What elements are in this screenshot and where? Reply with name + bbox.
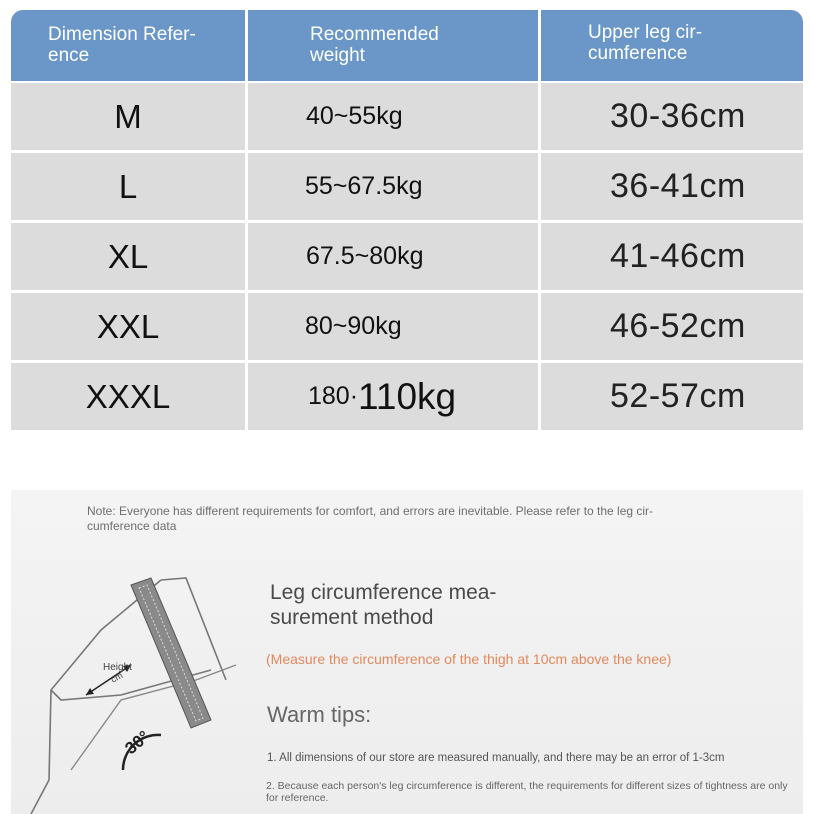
weight-main: 110kg [358, 375, 457, 417]
weight-cell: 80~90kg [248, 293, 538, 360]
table-row [11, 293, 803, 360]
size-cell: L [11, 153, 245, 220]
size-cell: XXL [11, 293, 245, 360]
size-cell: XXXL [11, 363, 245, 430]
method-subtitle: (Measure the circumference of the thigh at 10cm above the knee) [266, 651, 672, 667]
table-header-row [11, 10, 803, 81]
table-row [11, 153, 803, 220]
knee-measurement-illustration [11, 570, 261, 814]
angle-label: 30° [121, 726, 154, 759]
weight-prefix: 180· [308, 382, 359, 410]
measurement-info-panel [11, 490, 803, 814]
weight-cell [248, 363, 538, 430]
method-title: Leg circumference mea- surement method [270, 581, 497, 629]
circumference-cell: 30-36cm [541, 83, 803, 150]
table-row [11, 83, 803, 150]
size-cell: M [11, 83, 245, 150]
weight-cell: 67.5~80kg [248, 223, 538, 290]
weight-cell: 40~55kg [248, 83, 538, 150]
tip-2: 2. Because each person's leg circumference is different, the requirements for different sizes of tightness are only for reference. [266, 780, 788, 804]
table-row [11, 363, 803, 430]
circumference-cell: 52-57cm [541, 363, 803, 430]
circumference-cell: 41-46cm [541, 223, 803, 290]
table-row [11, 223, 803, 290]
weight-cell: 55~67.5kg [248, 153, 538, 220]
warm-tips-title: Warm tips: [267, 702, 372, 727]
size-cell: XL [11, 223, 245, 290]
header-circumference: Upper leg cir- cumference [541, 10, 803, 81]
circumference-cell: 46-52cm [541, 293, 803, 360]
tip-1: 1. All dimensions of our store are measured manually, and there may be an error of 1-3cm [267, 752, 725, 764]
header-dimension: Dimension Refer- ence [11, 10, 245, 81]
cm-label: cm [109, 670, 125, 685]
circumference-cell: 36-41cm [541, 153, 803, 220]
size-chart-table [11, 10, 803, 433]
header-weight: Recommended weight [248, 10, 538, 81]
note-text: Note: Everyone has different requirements for comfort, and errors are inevitable. Please refer to the leg cir- cumference data [87, 504, 654, 533]
height-label: Height [103, 662, 132, 673]
